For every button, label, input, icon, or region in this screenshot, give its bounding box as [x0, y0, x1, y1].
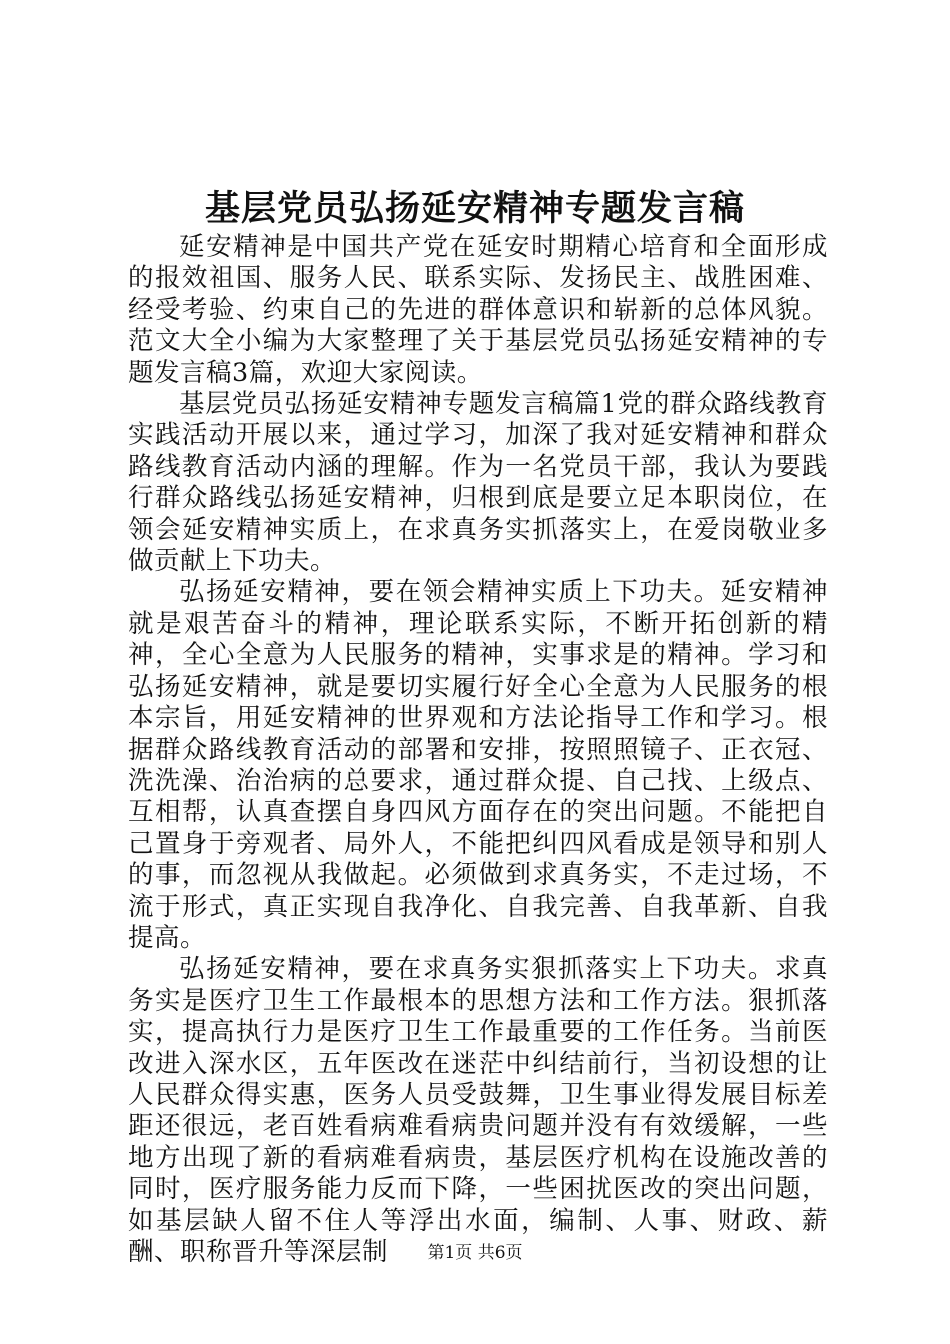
- paragraph-spirit-essence: 弘扬延安精神，要在领会精神实质上下功夫。延安精神就是艰苦奋斗的精神，理论联系实际，不断开拓创新的精神，全心全意为人民服务的精神，实事求是的精神。学习和弘扬延安精神，就是要切实履行好全心全意为人民服务的根本宗旨，用延安精神的世界观和方法论指导工作和学习。根据群众路线教育活动的部署和安排，按照照镜子、正衣冠、洗洗澡、治治病的总要求，通过群众提、自己找、上级点、互相帮，认真查摆自身四风方面存在的突出问题。不能把自己置身于旁观者、局外人，不能把纠四风看成是领导和别人的事，而忽视从我做起。必须做到求真务实，不走过场，不流于形式，真正实现自我净化、自我完善、自我革新、自我提高。: [128, 577, 828, 953]
- document-title: 基层党员弘扬延安精神专题发言稿: [204, 188, 745, 229]
- paragraph-speech-1-opening: 基层党员弘扬延安精神专题发言稿篇1党的群众路线教育实践活动开展以来，通过学习，加深了我对延安精神和群众路线教育活动内涵的理解。作为一名党员干部，我认为要践行群众路线弘扬延安精神，归根到底是要立足本职岗位，在领会延安精神实质上，在求真务实抓落实上，在爱岗敬业多做贡献上下功夫。: [128, 389, 828, 577]
- document-body: [128, 232, 828, 1268]
- paragraph-practical-work: 弘扬延安精神，要在求真务实狠抓落实上下功夫。求真务实是医疗卫生工作最根本的思想方法和工作方法。狠抓落实，提高执行力是医疗卫生工作最重要的工作任务。当前医改进入深水区，五年医改在迷茫中纠结前行，当初设想的让人民群众得实惠，医务人员受鼓舞，卫生事业得发展目标差距还很远，老百姓看病难看病贵问题并没有有效缓解，一些地方出现了新的看病难看病贵，基层医疗机构在设施改善的同时，医疗服务能力反而下降，一些困扰医改的突出问题，如基层缺人留不住人等浮出水面，编制、人事、财政、薪酬、职称晋升等深层制: [128, 954, 828, 1267]
- paragraph-intro: 延安精神是中国共产党在延安时期精心培育和全面形成的报效祖国、服务人民、联系实际、发扬民主、战胜困难、经受考验、约束自己的先进的群体意识和崭新的总体风貌。范文大全小编为大家整理了关于基层党员弘扬延安精神的专题发言稿3篇，欢迎大家阅读。: [128, 232, 828, 388]
- page-number-footer: 第1页 共6页: [427, 1243, 523, 1263]
